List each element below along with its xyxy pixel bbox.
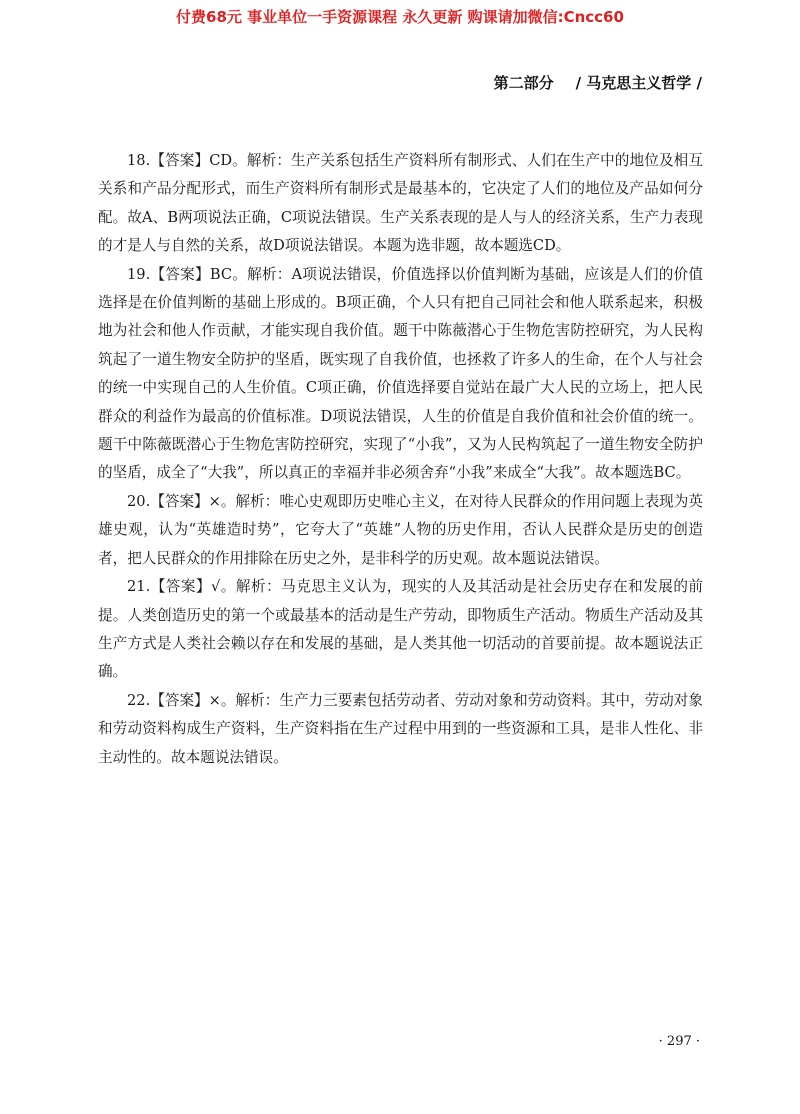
page-number: · 297 · <box>658 1034 700 1049</box>
answer-22: 22.【答案】×。解析：生产力三要素包括劳动者、劳动对象和劳动资料。其中，劳动对象和劳动资料构成生产资料，生产资料指在生产过程中用到的一些资源和工具，是非人性化、非主动性的。故本题说法错误。 <box>98 691 703 766</box>
answer-explanations <box>98 147 703 772</box>
answer-19: 19.【答案】BC。解析：A项说法错误，价值选择以价值判断为基础，应该是人们的价值选择是在价值判断的基础上形成的。B项正确，个人只有把自己同社会和他人联系起来，积极地为社会和他人作贡献，才能实现自我价值。题干中陈薇潜心于生物危害防控研究，为人民构筑起了一道生物安全防护的坚盾，既实现了自我价值，也拯救了许多人的生命，在个人与社会的统一中实现自己的人生价值。C项正确，价值选择要自觉站在最广大人民的立场上，把人民群众的利益作为最高的价值标准。D项说法错误，人生的价值是自我价值和社会价值的统一。题干中陈薇既潜心于生物危害防控研究，实现了“小我”，又为人民构筑起了一道生物安全防护的坚盾，成全了“大我”，所以真正的幸福并非必须舍弃“小我”来成全“大我”。故本题选BC。 <box>98 265 703 482</box>
running-header <box>494 72 702 93</box>
header-section: / 马克思主义哲学 / <box>575 74 702 92</box>
watermark-banner: 付费68元 事业单位一手资源课程 永久更新 购课请加微信:Cncc60 <box>176 8 624 26</box>
header-part: 第二部分 <box>493 74 554 92</box>
answer-18: 18.【答案】CD。解析：生产关系包括生产资料所有制形式、人们在生产中的地位及相互关系和产品分配形式，而生产资料所有制形式是最基本的，它决定了人们的地位及产品如何分配。故A、B两项说法正确，C项说法错误。生产关系表现的是人与人的经济关系，生产力表现的才是人与自然的关系，故D项说法错误。本题为选非题，故本题选CD。 <box>98 152 703 255</box>
answer-20: 20.【答案】×。解析：唯心史观即历史唯心主义，在对待人民群众的作用问题上表现为英雄史观，认为“英雄造时势”，它夸大了“英雄”人物的历史作用，否认人民群众是历史的创造者，把人民群众的作用排除在历史之外，是非科学的历史观。故本题说法错误。 <box>98 492 703 567</box>
answer-21: 21.【答案】√。解析：马克思主义认为，现实的人及其活动是社会历史存在和发展的前提。人类创造历史的第一个或最基本的活动是生产劳动，即物质生产活动。物质生产活动及其生产方式是人类社会赖以存在和发展的基础，是人类其他一切活动的首要前提。故本题说法正确。 <box>98 578 703 681</box>
